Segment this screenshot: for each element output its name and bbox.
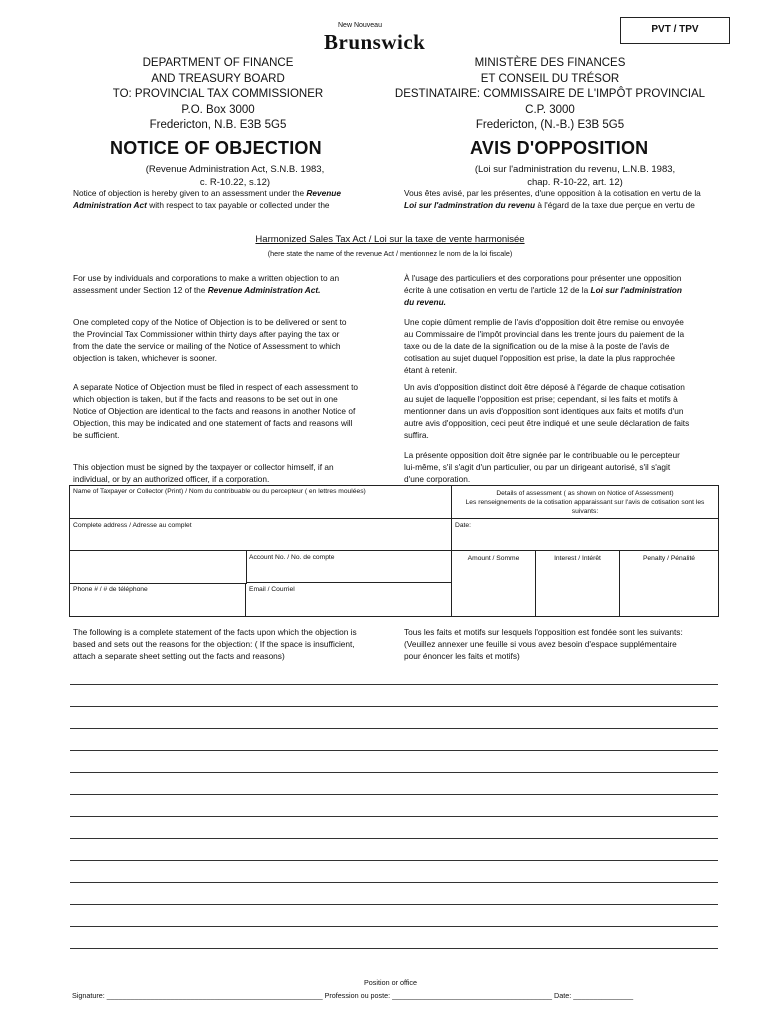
email-label: Email / Courriel [249,586,295,593]
statement-line[interactable] [70,816,718,817]
notice-fr-text2: à l'égard de la taxe due perçue en vertu de [535,200,695,210]
statement-line[interactable] [70,882,718,883]
statement-line[interactable] [70,728,718,729]
email-field[interactable] [246,583,452,616]
phone-field[interactable] [70,583,246,616]
notice-fr-act: Loi sur l'adminstration du revenu [404,200,536,210]
para1-fr-act: Loi sur l'administration du revenu. [404,285,682,307]
subtitle-french [440,163,710,189]
title-french: AVIS D'OPPOSITION [470,138,649,158]
para1-fr-text: À l'usage des particuliers et des corporations pour présenter une opposition écrite à une cotisation en vertu de l'article 12 de la [404,273,682,295]
logo-main-text: Brunswick [324,30,426,54]
name-field[interactable] [70,486,452,519]
statement-line[interactable] [70,750,718,751]
sub-fr-line2: chap. R-10-22, art. 12) [527,177,623,188]
address-label: Complete address / Adresse au complet [73,522,192,529]
details-label: Details of assessment ( as shown on Notice of Assessment) [496,490,674,497]
header-english [90,56,346,134]
board-line: AND TREASURY BOARD [151,72,285,85]
statement-line[interactable] [70,794,718,795]
hst-act-line: Harmonized Sales Tax Act / Loi sur la taxe de vente harmonisée [255,234,525,245]
account-field[interactable] [246,551,452,583]
address-field[interactable] [70,519,452,551]
penalty-label: Penalty / Pénalité [642,555,696,562]
penalty-field[interactable] [620,551,718,616]
commissioner-line-fr: DESTINATAIRE: COMMISSAIRE DE L'IMPÔT PROVINCIAL [394,88,706,100]
details-label-fr: Les renseignements de la cotisation apparaissant sur l'avis de cotisation sont les suivants: [465,499,705,515]
statement-line[interactable] [70,838,718,839]
notice-fr-text: Vous êtes avisé, par les présentes, d'une opposition à la cotisation en vertu de la [404,188,701,198]
para1-french [404,272,692,308]
dept-line: DEPARTMENT OF FINANCE [142,57,294,69]
notice-en-act: Revenue Administration Act [73,188,341,210]
dept-line-fr: MINISTÈRE DES FINANCES [474,57,626,69]
statement-line[interactable] [70,904,718,905]
para1-english [73,272,358,296]
nb-logo [320,20,440,56]
statement-line[interactable] [70,860,718,861]
commissioner-line: TO: PROVINCIAL TAX COMMISSIONER [112,88,324,100]
account-label: Account No. / No. de compte [249,554,335,561]
city-line: Fredericton, N.B. E3B 5G5 [149,119,287,131]
blank-cell [70,551,247,584]
position-label: Position or office [364,978,418,987]
sub-fr-line1: (Loi sur l'administration du revenu, L.N.B. 1983, [474,164,676,175]
logo-top-text: New Nouveau [338,22,382,29]
hst-note: (here state the name of the revenue Act / mentionnez le nom de la loi fiscale) [267,249,513,258]
date-field[interactable] [452,519,718,551]
para1-en-act: Revenue Administration Act. [207,285,321,295]
para4-english: This objection must be signed by the taxpayer or collector himself, if an individual, or by an authorized officer, if a corporation. [73,462,334,484]
statement-line[interactable] [70,772,718,773]
amount-label: Amount / Somme [467,555,520,562]
subtitle-english [125,163,345,189]
header-french [392,56,708,134]
name-label: Name of Taxpayer or Collector (Print) / Nom du contribuable ou du percepteur ( en lettres moulées) [73,488,366,495]
taxpayer-form [69,485,719,617]
date-label: Date: [455,522,471,529]
para1-en-text: For use by individuals and corporations to make a written objection to an assessment under Section 12 of the [73,273,340,295]
notice-en-text2: with respect to tax payable or collected under the [146,200,330,210]
statement-line[interactable] [70,706,718,707]
interest-field[interactable] [536,551,620,616]
para2-french: Une copie dûment remplie de l'avis d'opposition doit être remise ou envoyée au Commissaire de l'impôt provincial dans les trente jours du paiement de la taxe ou de la date de la signification ou de la mise à la poste de l'avis de cotisation au sujet duquel l'opposition est prise, la date la plus rapprochée étant à retenir. [404,317,685,375]
form-code-badge: PVT / TPV [620,17,730,44]
details-header [452,486,718,519]
sub-en-line1: (Revenue Administration Act, S.N.B. 1983, [145,164,325,175]
statement-line[interactable] [70,948,718,949]
po-box-line-fr: C.P. 3000 [525,103,575,116]
phone-label: Phone # / # de téléphone [73,586,148,593]
statement-french: Tous les faits et motifs sur lesquels l'opposition est fondée sont les suivants: (Veuillez annexer une feuille si vous avez besoin d'espace supplémentaire pour énoncer les faits et motifs) [404,627,683,661]
board-line-fr: ET CONSEIL DU TRÉSOR [480,72,620,85]
para2-english: One completed copy of the Notice of Objection is to be delivered or sent to the Provincial Tax Commissioner within thirty days after paying the tax or from the date the service or mailing of the Notice of Assessment to which objection is taken, whichever is sooner. [73,317,347,363]
para3-french: Un avis d'opposition distinct doit être déposé à l'égarde de chaque cotisation au sujet de laquelle l'opposition est prise; cependant, si les faits et motifs à mentionner dans un avis d'opposition sont identiques aux faits et motifs d'un autre avis d'opposition, ceci peut être indiqué et une seule déclaration de faits suffira. [404,382,690,440]
po-box-line: P.O. Box 3000 [181,103,255,116]
notice-english [73,187,351,211]
para3-english: A separate Notice of Objection must be filed in respect of each assessment to which objection is taken, but if the facts and reasons to be set out in one Notice of Objection are identical to the facts and reasons in another Notice of Objection, this may be indicated and one statement of facts and reasons will be sufficient. [73,382,359,440]
para4-french: La présente opposition doit être signée par le contribuable ou le percepteur lui-même, s'il s'agit d'un particulier, ou par un dirigeant autorisé, s'il s'agit d'une corporation. [404,450,680,484]
interest-label: Interest / Intérêt [554,555,601,562]
sub-en-line2: c. R-10.22, s.12) [199,177,271,188]
signature-row[interactable]: Signature: ______________________________________________________ Profession ou poste: ________________________________________ Date: _______________ [72,991,634,1000]
notice-en-text: Notice of objection is hereby given to an assessment under the [73,188,307,198]
title-english: NOTICE OF OBJECTION [110,138,322,158]
city-line-fr: Fredericton, (N.-B.) E3B 5G5 [475,119,625,131]
statement-line[interactable] [70,926,718,927]
amount-field[interactable] [452,551,536,616]
statement-line[interactable] [70,684,718,685]
statement-english: The following is a complete statement of the facts upon which the objection is based and sets out the reasons for the objection: ( If the space is insufficient, attach a separate sheet setting out the facts and reasons) [73,627,357,661]
notice-french [404,187,704,211]
